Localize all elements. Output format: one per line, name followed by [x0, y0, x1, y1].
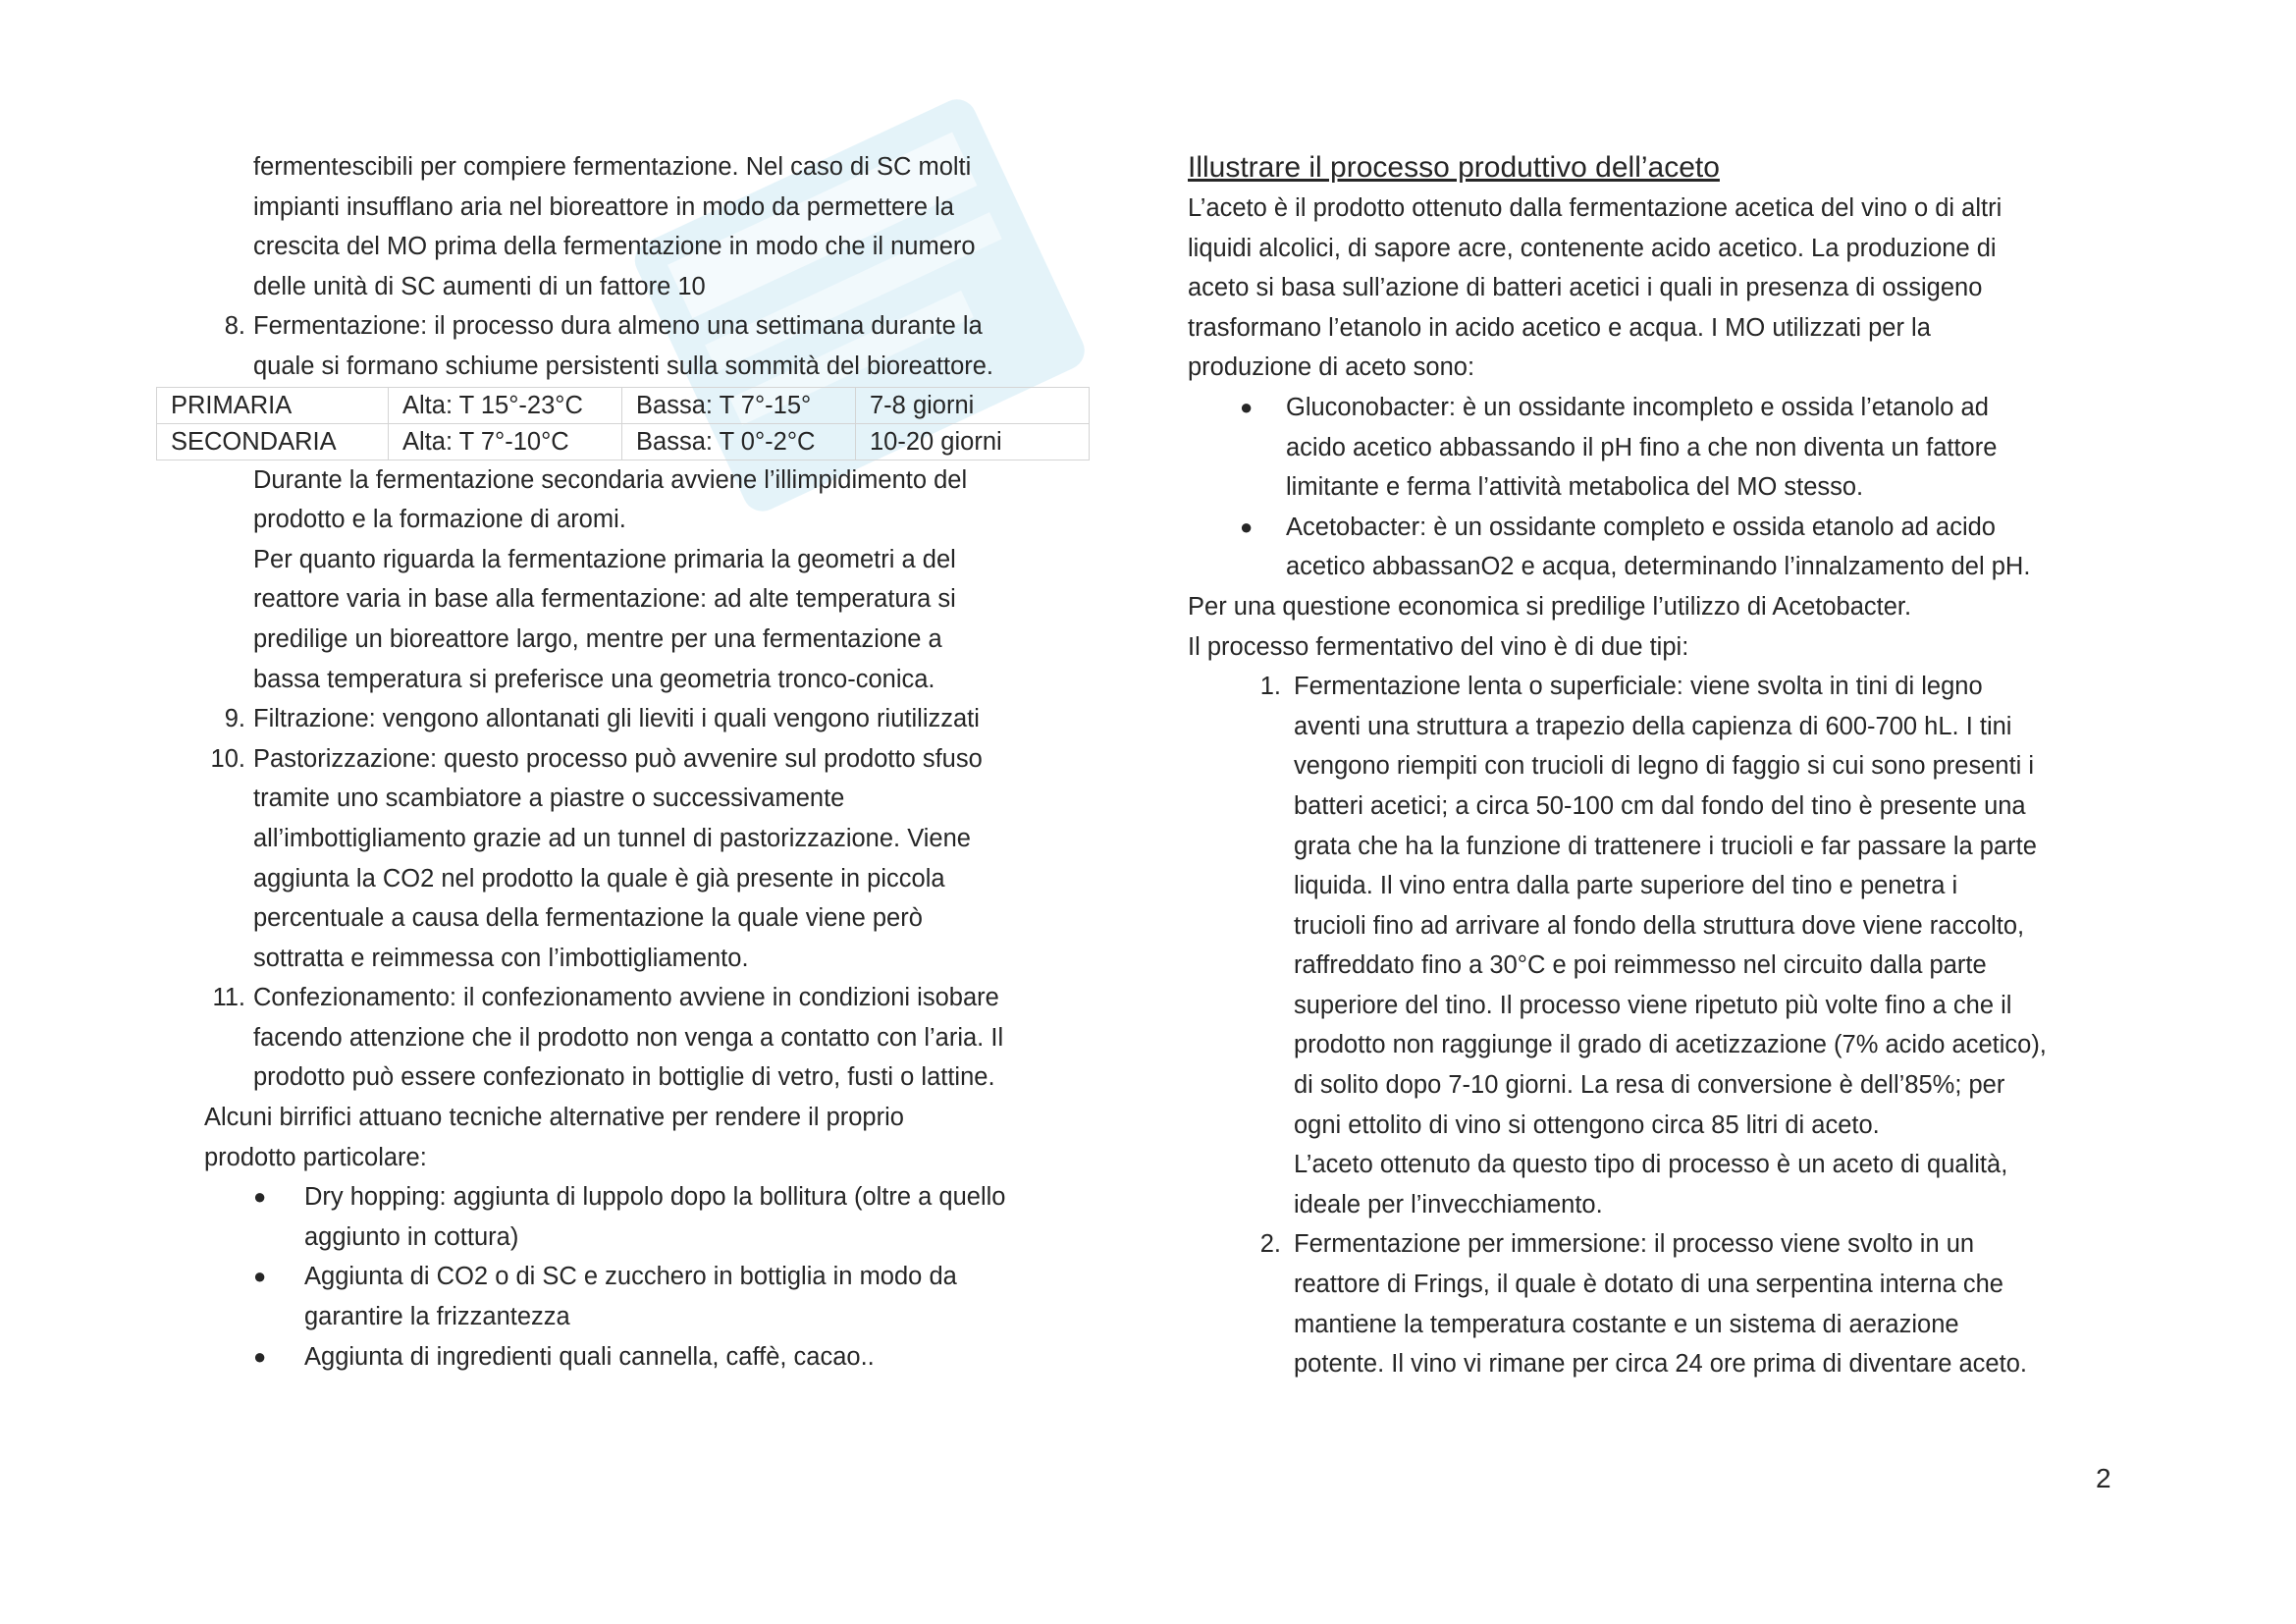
table-cell: Alta: T 7°-10°C — [389, 423, 622, 460]
table-row — [157, 423, 1090, 460]
text-line: liquidi alcolici, di sapore acre, contenente acido acetico. La produzione di — [1188, 234, 1997, 262]
text-line: ogni ettolito di vino si ottengono circa 85 litri di aceto. — [1294, 1110, 1880, 1139]
text-line: produzione di aceto sono: — [1188, 353, 1475, 382]
list-number: 1. — [1259, 673, 1281, 701]
text-line: potente. Il vino vi rimane per circa 24 ore prima di diventare aceto. — [1294, 1350, 2027, 1379]
bullet-item — [1188, 508, 2130, 548]
bullet-item — [1188, 388, 2130, 428]
text-line: delle unità di SC aumenti di un fattore 10 — [253, 272, 706, 300]
text-line: Per quanto riguarda la fermentazione primaria la geometri a del — [253, 545, 956, 573]
bullet-item — [152, 1337, 1095, 1378]
text-line: grata che ha la funzione di trattenere i trucioli e far passare la parte — [1294, 832, 2037, 860]
text-line: prodotto particolare: — [204, 1143, 427, 1171]
fermentation-notes — [152, 460, 1095, 700]
text-line: quale si formano schiume persistenti sulla sommità del bioreattore. — [253, 352, 994, 380]
text-line: tramite uno scambiatore a piastre o successivamente — [253, 785, 845, 813]
text-line: facendo attenzione che il prodotto non venga a contatto con l’aria. Il — [253, 1023, 1004, 1052]
text-line: raffreddato fino a 30°C e poi reimmesso nel circuito dalla parte — [1294, 951, 1987, 980]
list-item-2 — [1188, 1224, 2130, 1383]
list-number: 2. — [1259, 1230, 1281, 1259]
text-line: sottratta e reimmessa con l’imbottigliamento. — [253, 944, 749, 972]
text-line: Durante la fermentazione secondaria avviene l’illimpidimento del — [253, 465, 968, 494]
list-item-1 — [1188, 667, 2130, 1224]
list-text: Fermentazione lenta o superficiale: viene svolta in tini di legno — [1294, 673, 1983, 701]
list-number: 8. — [224, 312, 245, 341]
text-line: aceto si basa sull’azione di batteri acetici i quali in presenza di ossigeno — [1188, 274, 1983, 302]
text-line: acido acetico abbassando il pH fino a che non diventa un fattore — [1286, 433, 1998, 461]
table-cell: SECONDARIA — [157, 423, 389, 460]
list-item-line — [152, 306, 1095, 347]
bullet-item — [152, 1177, 1095, 1218]
text-line: fermentescibili per compiere fermentazione. Nel caso di SC molti — [253, 153, 972, 181]
text-line: aggiunto in cottura) — [304, 1222, 519, 1251]
bullet-text: Gluconobacter: è un ossidante incompleto e ossida l’etanolo ad — [1286, 393, 1989, 421]
text-line: crescita del MO prima della fermentazione in modo che il numero — [253, 233, 976, 261]
microorganism-list — [1188, 388, 2130, 587]
table-cell: 7-8 giorni — [856, 387, 1090, 423]
text-line: prodotto può essere confezionato in bottiglie di vetro, fusti o lattine. — [253, 1063, 995, 1092]
text-line: prodotto non raggiunge il grado di acetizzazione (7% acido acetico), — [1294, 1031, 2047, 1059]
text-line: L’aceto è il prodotto ottenuto dalla fermentazione acetica del vino o di altri — [1188, 194, 2002, 222]
list-item-8 — [152, 306, 1095, 386]
text-line: aventi una struttura a trapezio della capienza di 600-700 hL. I tini — [1294, 712, 2012, 740]
text-line: acetico abbassanO2 e acqua, determinando l’innalzamento del pH. — [1286, 553, 2031, 581]
text-line: percentuale a causa della fermentazione la quale viene però — [253, 904, 923, 933]
list-number: 9. — [224, 705, 245, 733]
list-text: Filtrazione: vengono allontanati gli lieviti i quali vengono riutilizzati — [253, 705, 980, 733]
text-line: di solito dopo 7-10 giorni. La resa di conversione è dell’85%; per — [1294, 1071, 2005, 1100]
list-item-line — [152, 978, 1095, 1018]
left-intro-paragraph — [152, 147, 1095, 306]
text-line: liquida. Il vino entra dalla parte superiore del tino e penetra i — [1294, 872, 1958, 900]
text-line: trucioli fino ad arrivare al fondo della struttura dove viene raccolto, — [1294, 911, 2025, 940]
table-cell: Bassa: T 0°-2°C — [622, 423, 856, 460]
text-line: all’imbottigliamento grazie ad un tunnel di pastorizzazione. Viene — [253, 824, 971, 852]
bullet-text: Aggiunta di ingredienti quali cannella, caffè, cacao.. — [304, 1342, 875, 1371]
table-row — [157, 387, 1090, 423]
bullet-text: Aggiunta di CO2 o di SC e zucchero in bottiglia in modo da — [304, 1263, 957, 1291]
text-line: Alcuni birrifici attuano tecniche alternative per rendere il proprio — [204, 1104, 904, 1132]
text-line: reattore di Frings, il quale è dotato di una serpentina interna che — [1294, 1271, 2003, 1299]
table-cell: Bassa: T 7°-15° — [622, 387, 856, 423]
list-text: Fermentazione per immersione: il processo viene svolto in un — [1294, 1230, 1975, 1259]
bullet-item — [152, 1257, 1095, 1297]
text-line: Il processo fermentativo del vino è di due tipi: — [1188, 632, 1689, 661]
text-line: reattore varia in base alla fermentazione: ad alte temperatura si — [253, 585, 956, 614]
list-text: Confezionamento: il confezionamento avviene in condizioni isobare — [253, 984, 999, 1012]
text-line: garantire la frizzantezza — [304, 1303, 570, 1331]
text-line: predilige un bioreattore largo, mentre per una fermentazione a — [253, 624, 942, 653]
table-cell: Alta: T 15°-23°C — [389, 387, 622, 423]
bullet-icon: ● — [253, 1264, 267, 1289]
text-line: superiore del tino. Il processo viene ripetuto più volte fino a che il — [1294, 991, 2012, 1019]
list-item-11 — [152, 978, 1095, 1098]
list-number: 11. — [212, 984, 245, 1012]
alternative-techniques-list — [152, 1177, 1095, 1377]
bullet-icon: ● — [1240, 394, 1254, 419]
list-item-line — [152, 739, 1095, 780]
page-number: 2 — [2096, 1463, 2111, 1493]
bullet-icon: ● — [1240, 514, 1254, 539]
text-line: Per una questione economica si predilige l’utilizzo di Acetobacter. — [1188, 592, 1912, 621]
bullet-text: Dry hopping: aggiunta di luppolo dopo la bollitura (oltre a quello — [304, 1183, 1006, 1212]
text-line: L’aceto ottenuto da questo tipo di processo è un aceto di qualità, — [1294, 1151, 2008, 1179]
text-line: prodotto e la formazione di aromi. — [253, 506, 626, 534]
right-column — [1188, 147, 2130, 1384]
text-line: vengono riempiti con trucioli di legno di faggio si cui sono presenti i — [1294, 752, 2035, 781]
list-item-10 — [152, 739, 1095, 979]
vinegar-intro-paragraph — [1188, 189, 2130, 388]
alternative-techniques-intro — [152, 1098, 1095, 1177]
text-line: limitante e ferma l’attività metabolica del MO stesso. — [1286, 473, 1864, 502]
left-column — [152, 147, 1095, 1377]
text-line: batteri acetici; a circa 50-100 cm dal fondo del tino è presente una — [1294, 791, 2026, 820]
list-item-line — [152, 699, 1095, 739]
fermentation-table — [156, 387, 1090, 460]
list-text: Fermentazione: il processo dura almeno una settimana durante la — [253, 312, 983, 341]
vinegar-mid-paragraph — [1188, 587, 2130, 667]
list-item-line — [1188, 1224, 2130, 1265]
list-number: 10. — [210, 744, 245, 773]
text-line: aggiunta la CO2 nel prodotto la quale è già presente in piccola — [253, 864, 945, 893]
section-heading: Illustrare il processo produttivo dell’aceto — [1188, 151, 1720, 184]
bullet-icon: ● — [253, 1343, 267, 1369]
bullet-icon: ● — [253, 1184, 267, 1210]
list-item-9 — [152, 699, 1095, 739]
text-line: impianti insufflano aria nel bioreattore in modo da permettere la — [253, 192, 954, 221]
table-cell: PRIMARIA — [157, 387, 389, 423]
text-line: mantiene la temperatura costante e un sistema di aerazione — [1294, 1310, 1959, 1338]
text-line: trasformano l’etanolo in acido acetico e acqua. I MO utilizzati per la — [1188, 313, 1931, 342]
table-cell: 10-20 giorni — [856, 423, 1090, 460]
text-line: ideale per l’invecchiamento. — [1294, 1190, 1603, 1218]
list-text: Pastorizzazione: questo processo può avvenire sul prodotto sfuso — [253, 744, 983, 773]
list-item-line — [1188, 667, 2130, 707]
text-line: bassa temperatura si preferisce una geometria tronco-conica. — [253, 665, 935, 693]
bullet-text: Acetobacter: è un ossidante completo e ossida etanolo ad acido — [1286, 513, 1996, 541]
